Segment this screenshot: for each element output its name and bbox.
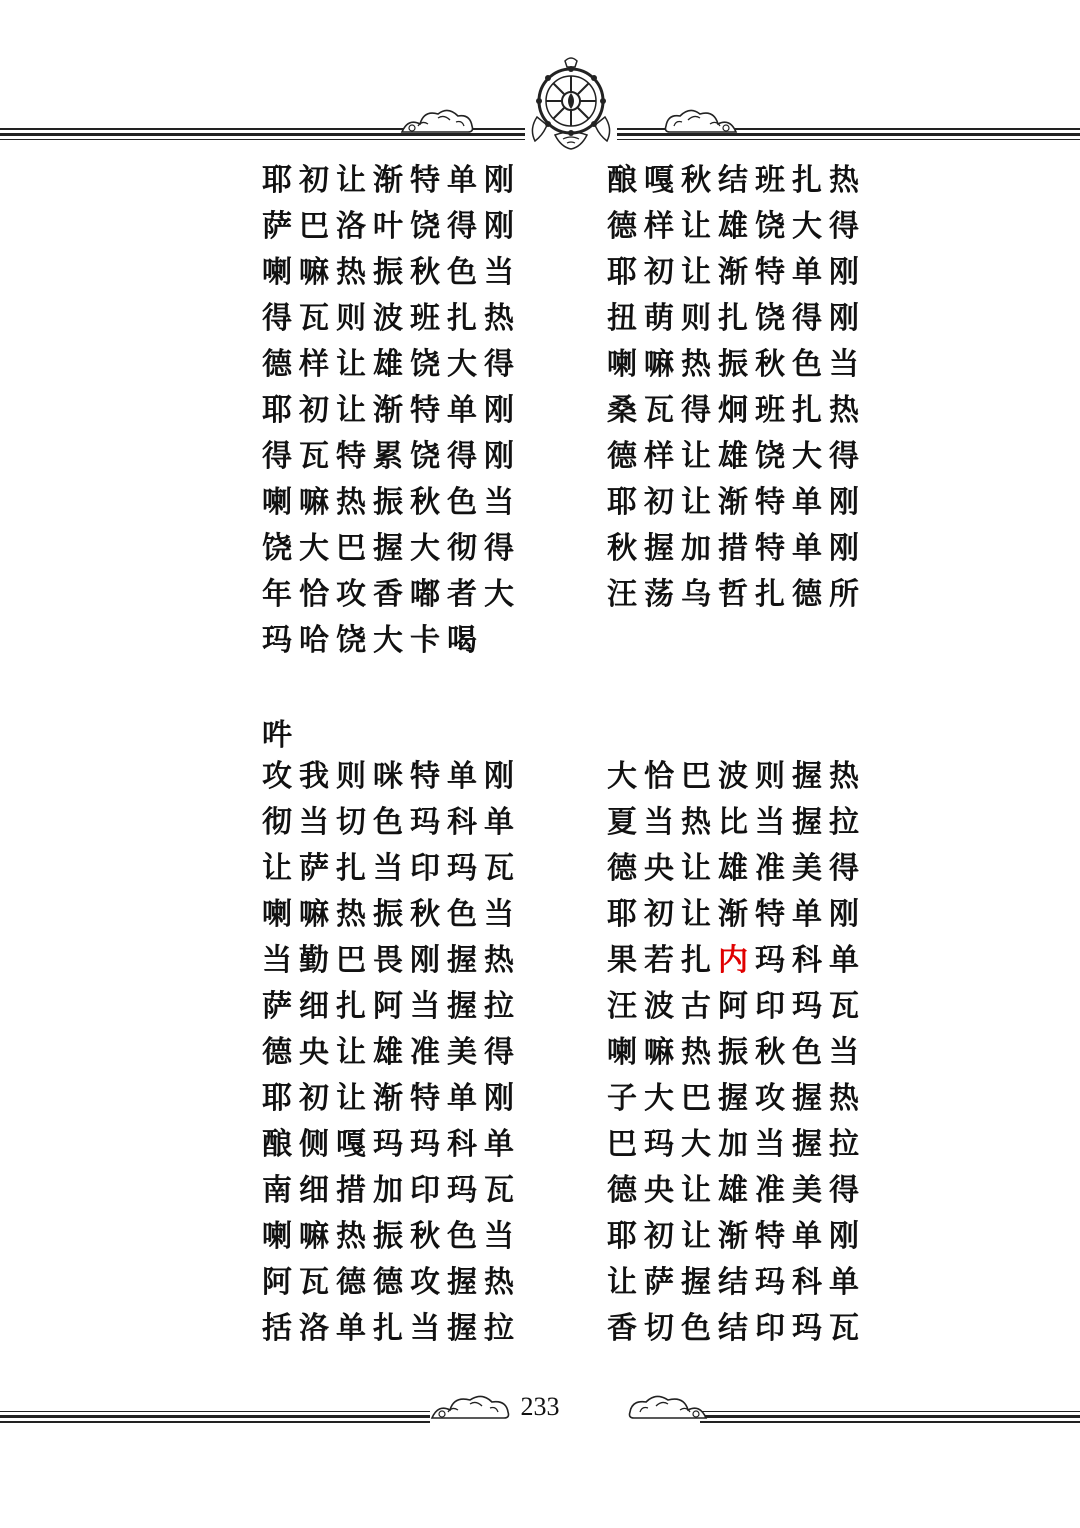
verse-line: 彻当切色玛科单 [262,805,521,840]
verse-line: 耶初让渐特单刚 [262,393,521,428]
verse-line: 汪波古阿印玛瓦 [607,989,866,1024]
verse-line: 巴玛大加当握拉 [607,1127,866,1162]
verse-line: 秋握加措特单刚 [607,531,866,566]
verse-line: 酿嘎秋结班扎热 [607,163,866,198]
verse-line: 香切色结印玛瓦 [607,1311,866,1346]
verse-line: 耶初让渐特单刚 [262,163,521,198]
verse-line: 萨细扎阿当握拉 [262,989,521,1024]
verse-line: 喇嘛热振秋色当 [607,1035,866,1070]
verse-line: 喇嘛热振秋色当 [262,897,521,932]
verse-line: 攻我则咪特单刚 [262,759,521,794]
page-number: 233 [520,1392,560,1421]
verse-line: 喇嘛热振秋色当 [262,1219,521,1254]
verse-line: 年恰攻香嘟者大 [262,577,521,612]
section-title: 吽 [262,718,292,753]
verse-line: 德样让雄饶大得 [607,439,866,474]
verse-line: 子大巴握攻握热 [607,1081,866,1116]
verse-line: 德央让雄准美得 [607,1173,866,1208]
dharma-wheel-icon [525,55,617,153]
verse-line: 大恰巴波则握热 [607,759,866,794]
verse-line: 德央让雄准美得 [262,1035,521,1070]
verse-line: 耶初让渐特单刚 [262,1081,521,1116]
verse-line: 让萨扎当印玛瓦 [262,851,521,886]
verse-line: 耶初让渐特单刚 [607,255,866,290]
verse-line: 南细措加印玛瓦 [262,1173,521,1208]
highlighted-character: 内 [718,943,755,978]
section1-right-column [607,158,866,618]
verse-line: 饶大巴握大彻得 [262,531,521,566]
verse-line: 汪荡乌哲扎德所 [607,577,866,612]
verse-line: 耶初让渐特单刚 [607,897,866,932]
verse-line: 喇嘛热振秋色当 [607,347,866,382]
verse-line: 得瓦特累饶得刚 [262,439,521,474]
verse-line: 得瓦则波班扎热 [262,301,521,336]
verse-line: 耶初让渐特单刚 [607,485,866,520]
verse-line: 德央让雄准美得 [607,851,866,886]
verse-line: 让萨握结玛科单 [607,1265,866,1300]
cloud-scroll-icon [398,104,476,136]
verse-line: 喇嘛热振秋色当 [262,485,521,520]
verse-line: 萨巴洛叶饶得刚 [262,209,521,244]
section2-right-column [607,754,866,1352]
verse-line: 耶初让渐特单刚 [607,1219,866,1254]
verse-line: 扭萌则扎饶得刚 [607,301,866,336]
verse-line: 夏当热比当握拉 [607,805,866,840]
section2-left-column [262,754,521,1352]
verse-line: 果若扎内玛科单 [607,943,866,978]
verse-line: 喇嘛热振秋色当 [262,255,521,290]
cloud-scroll-icon [662,104,740,136]
section1-left-column [262,158,521,664]
verse-line: 德样让雄饶大得 [607,209,866,244]
verse-line: 德样让雄饶大得 [262,347,521,382]
verse-line: 玛哈饶大卡喝 [262,623,484,658]
verse-line: 当勤巴畏刚握热 [262,943,521,978]
verse-line: 阿瓦德德攻握热 [262,1265,521,1300]
verse-line: 桑瓦得炯班扎热 [607,393,866,428]
verse-line: 酿侧嘎玛玛科单 [262,1127,521,1162]
verse-line: 括洛单扎当握拉 [262,1311,521,1346]
